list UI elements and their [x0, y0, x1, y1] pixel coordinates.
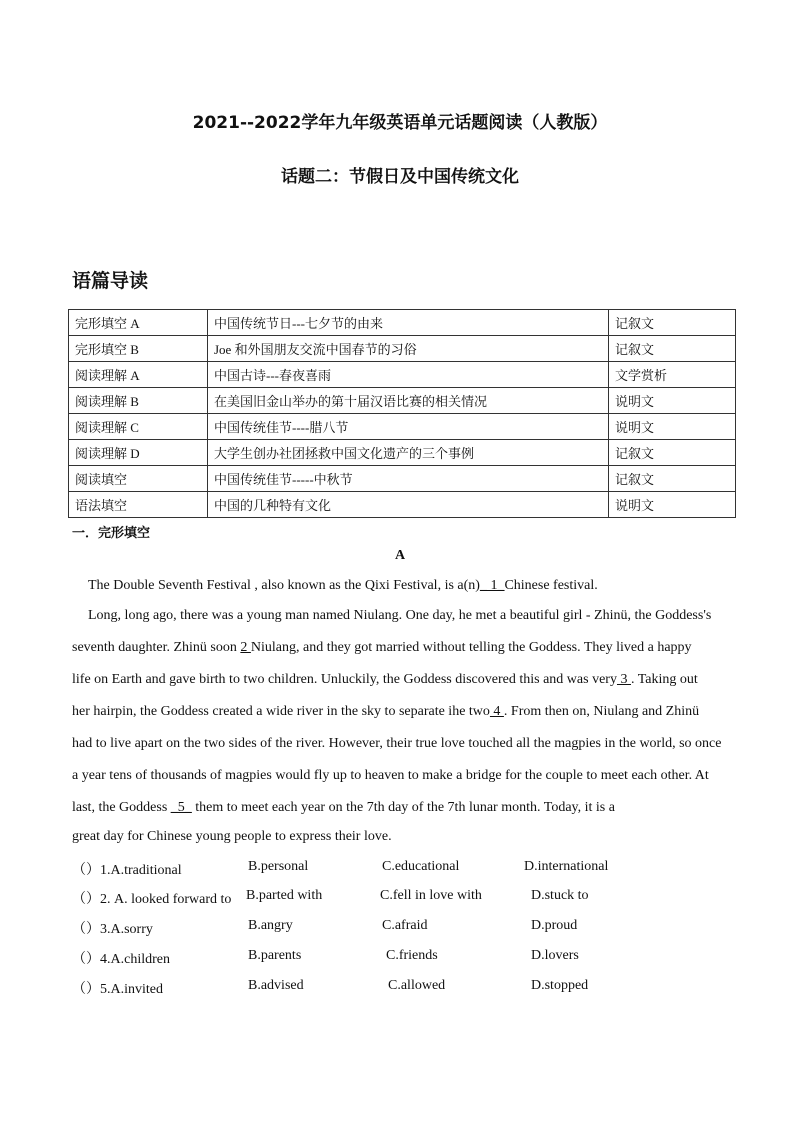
- passage-line: [72, 800, 615, 816]
- table-cell: 完形填空 B: [69, 336, 208, 362]
- passage-line: [72, 768, 709, 784]
- table-row: [69, 388, 736, 414]
- answer-blank: 3: [616, 672, 631, 687]
- answer-blank: _ 1_: [479, 578, 505, 593]
- passage-text: Chinese festival.: [504, 578, 598, 593]
- table-cell: 阅读理解 C: [69, 414, 208, 440]
- cloze-part-heading: 一．完形填空: [72, 526, 151, 541]
- question-stem: （）4.A.children: [72, 952, 170, 967]
- passage-text: her hairpin, the Goddess created a wide river in the sky to separate ihe two: [72, 704, 490, 719]
- option-b: B.personal: [248, 859, 309, 874]
- passage-line: [72, 672, 698, 688]
- passage-text: . Taking out: [630, 672, 698, 687]
- passage-text: seventh daughter. Zhinü soon: [72, 640, 241, 655]
- option-d: D.lovers: [531, 948, 579, 963]
- table-cell: 说明文: [609, 388, 736, 414]
- option-b: B.advised: [248, 978, 304, 993]
- table-cell: 说明文: [609, 492, 736, 518]
- table-row: [69, 440, 736, 466]
- answer-blank: 2: [240, 640, 251, 655]
- question-stem: （）2. A. looked forward to: [72, 892, 232, 907]
- guide-table: [68, 309, 736, 518]
- option-d: D.stuck to: [531, 888, 589, 903]
- table-cell: 记叙文: [609, 440, 736, 466]
- table-cell: 阅读理解 A: [69, 362, 208, 388]
- table-cell: 中国古诗---春夜喜雨: [208, 362, 609, 388]
- passage-line: [72, 736, 721, 752]
- passage-text: had to live apart on the two sides of the river. However, their true love touched all the magpies in the world, so once: [72, 736, 722, 751]
- table-row: [69, 362, 736, 388]
- passage-line: [72, 829, 392, 845]
- table-cell: 记叙文: [609, 466, 736, 492]
- option-d: D.stopped: [531, 978, 589, 993]
- table-cell: 中国传统节日---七夕节的由来: [208, 310, 609, 336]
- table-row: [69, 466, 736, 492]
- table-cell: 大学生创办社团拯救中国文化遗产的三个事例: [208, 440, 609, 466]
- option-d: D.international: [524, 859, 609, 874]
- table-cell: 中国传统佳节-----中秋节: [208, 466, 609, 492]
- passage-line: [88, 608, 711, 624]
- guide-heading: 语篇导读: [72, 270, 149, 292]
- table-cell: 记叙文: [609, 310, 736, 336]
- table-row: [69, 492, 736, 518]
- passage-text: a year tens of thousands of magpies would fly up to heaven to make a bridge for the couple to meet each other. At: [72, 768, 709, 783]
- passage-text: Niulang, and they got married without telling the Goddess. They lived a happy: [250, 640, 692, 655]
- option-d: D.proud: [531, 918, 578, 933]
- passage-text: . From then on, Niulang and Zhinü: [503, 704, 700, 719]
- table-cell: 中国的几种特有文化: [208, 492, 609, 518]
- table-cell: 阅读填空: [69, 466, 208, 492]
- question-stem: （）3.A.sorry: [72, 922, 153, 937]
- question-stem: （）1.A.traditional: [72, 863, 182, 878]
- passage-label: A: [394, 548, 406, 563]
- table-cell: 语法填空: [69, 492, 208, 518]
- table-cell: 文学赏析: [609, 362, 736, 388]
- option-c: C.educational: [382, 859, 460, 874]
- table-cell: 阅读理解 B: [69, 388, 208, 414]
- passage-line: [72, 704, 699, 720]
- option-b: B.parents: [248, 948, 302, 963]
- passage-line: [72, 640, 692, 656]
- passage-text: them to meet each year on the 7th day of the 7th lunar month. Today, it is a: [191, 800, 615, 815]
- option-b: B.parted with: [246, 888, 323, 903]
- option-b: B.angry: [248, 918, 293, 933]
- answer-blank: 4: [489, 704, 504, 719]
- table-row: [69, 310, 736, 336]
- passage-text: last, the Goddess: [72, 800, 171, 815]
- option-c: C.friends: [386, 948, 438, 963]
- table-cell: 中国传统佳节----腊八节: [208, 414, 609, 440]
- table-row: [69, 336, 736, 362]
- table-cell: 说明文: [609, 414, 736, 440]
- passage-text: life on Earth and gave birth to two children. Unluckily, the Goddess discovered this and was very: [72, 672, 617, 687]
- option-c: C.fell in love with: [380, 888, 482, 903]
- option-c: C.allowed: [388, 978, 446, 993]
- document-title: 2021--2022学年九年级英语单元话题阅读（人教版）: [192, 113, 608, 133]
- option-c: C.afraid: [382, 918, 428, 933]
- table-row: [69, 414, 736, 440]
- passage-line: [88, 578, 598, 594]
- question-stem: （）5.A.invited: [72, 982, 163, 997]
- answer-blank: _5_: [170, 800, 192, 815]
- passage-text: Long, long ago, there was a young man named Niulang. One day, he met a beautiful girl - Zhinü, the Goddess's: [88, 608, 712, 623]
- table-cell: 在美国旧金山举办的第十届汉语比赛的相关情况: [208, 388, 609, 414]
- document-subtitle: 话题二：节假日及中国传统文化: [281, 167, 519, 187]
- table-cell: 阅读理解 D: [69, 440, 208, 466]
- passage-text: great day for Chinese young people to express their love.: [72, 829, 392, 844]
- table-cell: 完形填空 A: [69, 310, 208, 336]
- table-cell: 记叙文: [609, 336, 736, 362]
- table-cell: Joe 和外国朋友交流中国春节的习俗: [208, 336, 609, 362]
- passage-text: The Double Seventh Festival , also known as the Qixi Festival, is a(n): [88, 578, 480, 593]
